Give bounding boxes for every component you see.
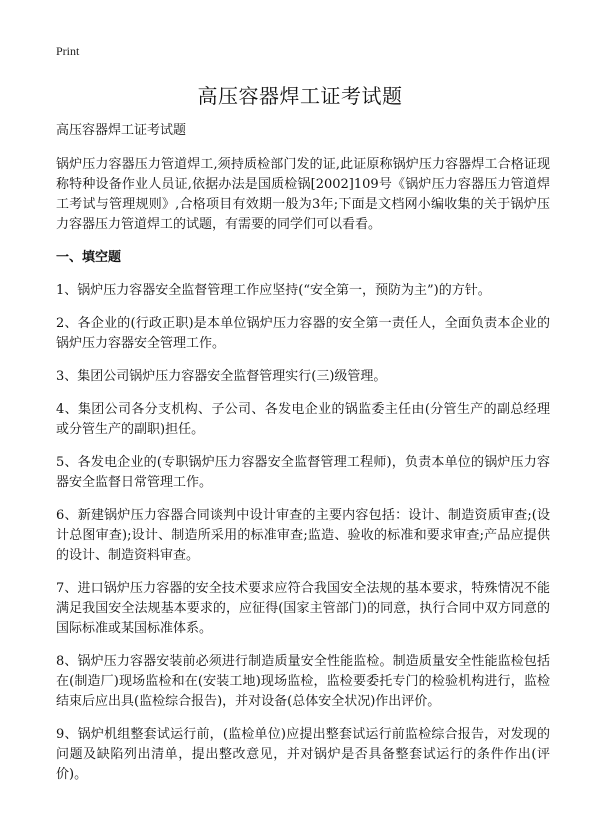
- question-item: 7、进口锅炉压力容器的安全技术要求应符合我国安全法规的基本要求，特殊情况不能满足我国安全法规基本要求的，应征得(国家主管部门)的同意，执行合同中双方同意的国际标准或某国标准体系。: [56, 581, 550, 636]
- question-item: 2、各企业的(行政正职)是本单位锅炉压力容器的安全第一责任人，全面负责本企业的锅炉压力容器安全管理工作。: [56, 316, 550, 351]
- question-item: 8、锅炉压力容器安装前必须进行制造质量安全性能监检。制造质量安全性能监检包括在(制造厂)现场监检和在(安装工地)现场监检，监检要委托专门的检验机构进行，监检结束后应出具(监检综合报告)，并对设备(总体安全状况)作出评价。: [56, 654, 550, 709]
- question-item: 4、集团公司各分支机构、子公司、各发电企业的锅监委主任由(分管生产的副总经理或分管生产的副职)担任。: [56, 402, 550, 437]
- intro-paragraph: 锅炉压力容器压力管道焊工,须持质检部门发的证,此证原称锅炉压力容器焊工合格证现称特种设备作业人员证,依据办法是国质检锅[2002]109号《锅炉压力容器压力管道焊工考试与管理规则》,合格项目有效期一般为3年;下面是文档网小编收集的关于锅炉压力容器压力管道焊工的试题，有需要的同学们可以看看。: [56, 157, 550, 232]
- document-subtitle: 高压容器焊工证考试题: [56, 123, 187, 138]
- question-item: 6、新建锅炉压力容器合同谈判中设计审查的主要内容包括：设计、制造资质审查;(设计总图审查);设计、制造所采用的标准审查;监造、验收的标准和要求审查;产品应提供的设计、制造资料审查。: [56, 508, 550, 563]
- question-item: 1、锅炉压力容器安全监督管理工作应坚持(“安全第一，预防为主”)的方针。: [56, 283, 491, 298]
- question-item: 3、集团公司锅炉压力容器安全监督管理实行(三)级管理。: [56, 369, 387, 384]
- question-item: 9、锅炉机组整套试运行前，(监检单位)应提出整套试运行前监检综合报告，对发现的问题及缺陷列出清单，提出整改意见，并对锅炉是否具备整套试运行的条件作出(评价)。: [56, 727, 550, 782]
- print-label: Print: [56, 44, 80, 58]
- section-heading: 一、填空题: [56, 250, 122, 265]
- question-item: 5、各发电企业的(专职锅炉压力容器安全监督管理工程师)，负责本单位的锅炉压力容器安全监督日常管理工作。: [56, 455, 550, 490]
- document-title: 高压容器焊工证考试题: [197, 84, 403, 108]
- document-body: [56, 121, 550, 798]
